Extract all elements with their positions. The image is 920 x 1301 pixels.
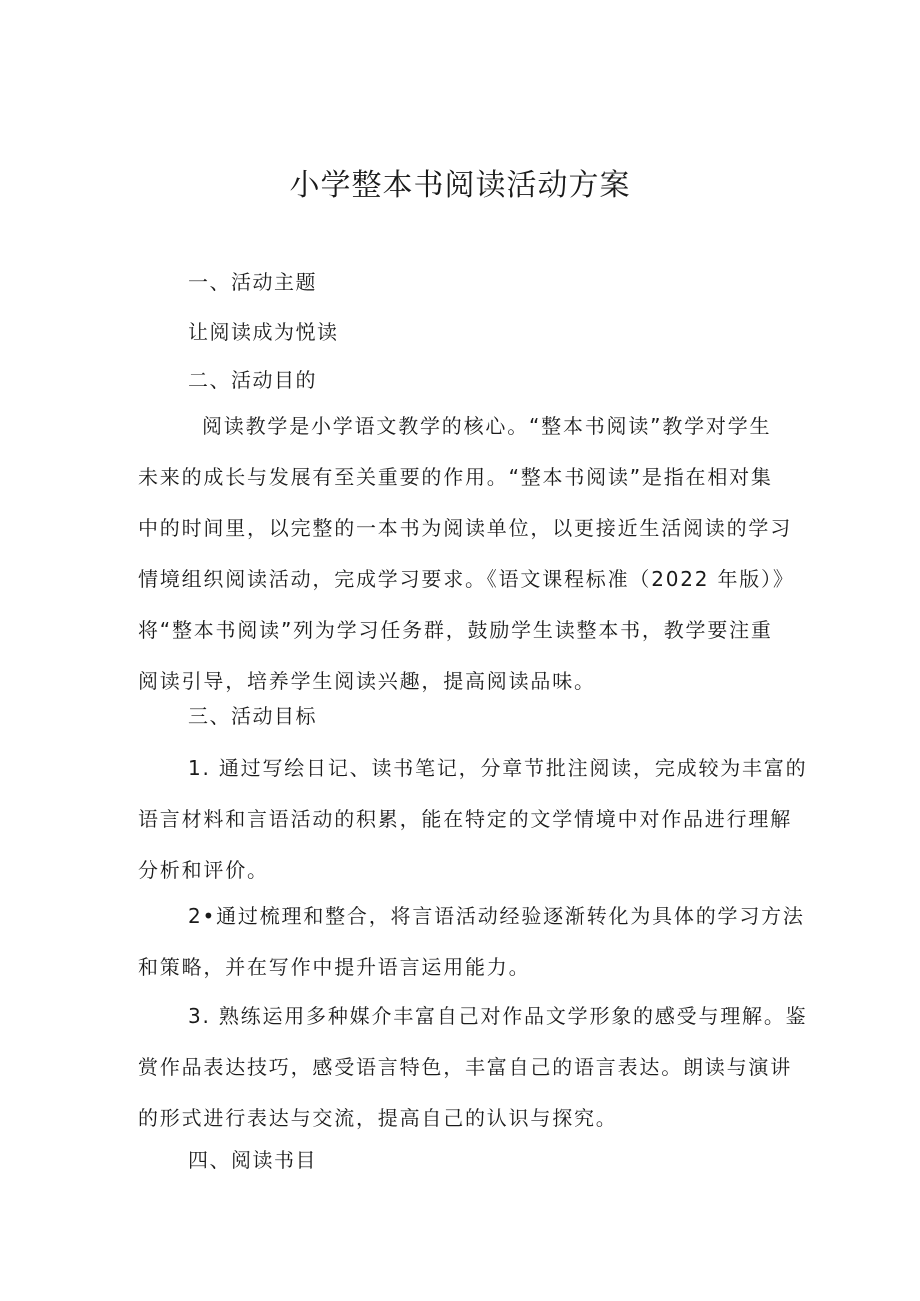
purpose-paragraph: [138, 412, 795, 718]
section-heading-booklist: 四、阅读书目: [188, 1148, 317, 1172]
paragraph-line: 中的时间里，以完整的一本书为阅读单位，以更接近生活阅读的学习: [138, 516, 792, 540]
paragraph-line: 未来的成长与发展有至关重要的作用。“整本书阅读”是指在相对集: [138, 465, 773, 489]
paragraph-line: 赏作品表达技巧，感受语言特色，丰富自己的语言表达。朗读与演讲: [138, 1055, 792, 1079]
paragraph-line: 阅读教学是小学语文教学的核心。“整本书阅读”教学对学生: [202, 414, 772, 438]
paragraph-line: 和策略，并在写作中提升语言运用能力。: [138, 955, 531, 979]
paragraph-line: 3. 熟练运用多种媒介丰富自己对作品文学形象的感受与理解。鉴: [188, 1004, 808, 1028]
goal-3-paragraph: [138, 1002, 808, 1155]
document-title: 小学整本书阅读活动方案: [289, 168, 631, 203]
goal-2-paragraph: [138, 902, 805, 1004]
section-heading-purpose: 二、活动目的: [188, 368, 317, 392]
paragraph-line: 1. 通过写绘日记、读书笔记，分章节批注阅读，完成较为丰富的: [188, 756, 808, 780]
goal-1-paragraph: [138, 754, 808, 907]
paragraph-line: 的形式进行表达与交流，提高自己的认识与探究。: [138, 1106, 618, 1130]
section-heading-goals: 三、活动目标: [188, 704, 317, 728]
paragraph-line: 将“整本书阅读”列为学习任务群，鼓励学生读整本书，教学要注重: [138, 618, 773, 642]
section-heading-theme: 一、活动主题: [188, 270, 317, 294]
paragraph-line: 语言材料和言语活动的积累，能在特定的文学情境中对作品进行理解: [138, 807, 792, 831]
paragraph-line: 阅读引导，培养学生阅读兴趣，提高阅读品味。: [138, 669, 596, 693]
paragraph-line: 分析和评价。: [138, 858, 269, 882]
paragraph-line: 2•通过梳理和整合，将言语活动经验逐渐转化为具体的学习方法: [188, 904, 805, 928]
paragraph-line: 情境组织阅读活动，完成学习要求。《语文课程标准（2022 年版）》: [138, 567, 795, 591]
theme-text: 让阅读成为悦读: [188, 320, 339, 344]
